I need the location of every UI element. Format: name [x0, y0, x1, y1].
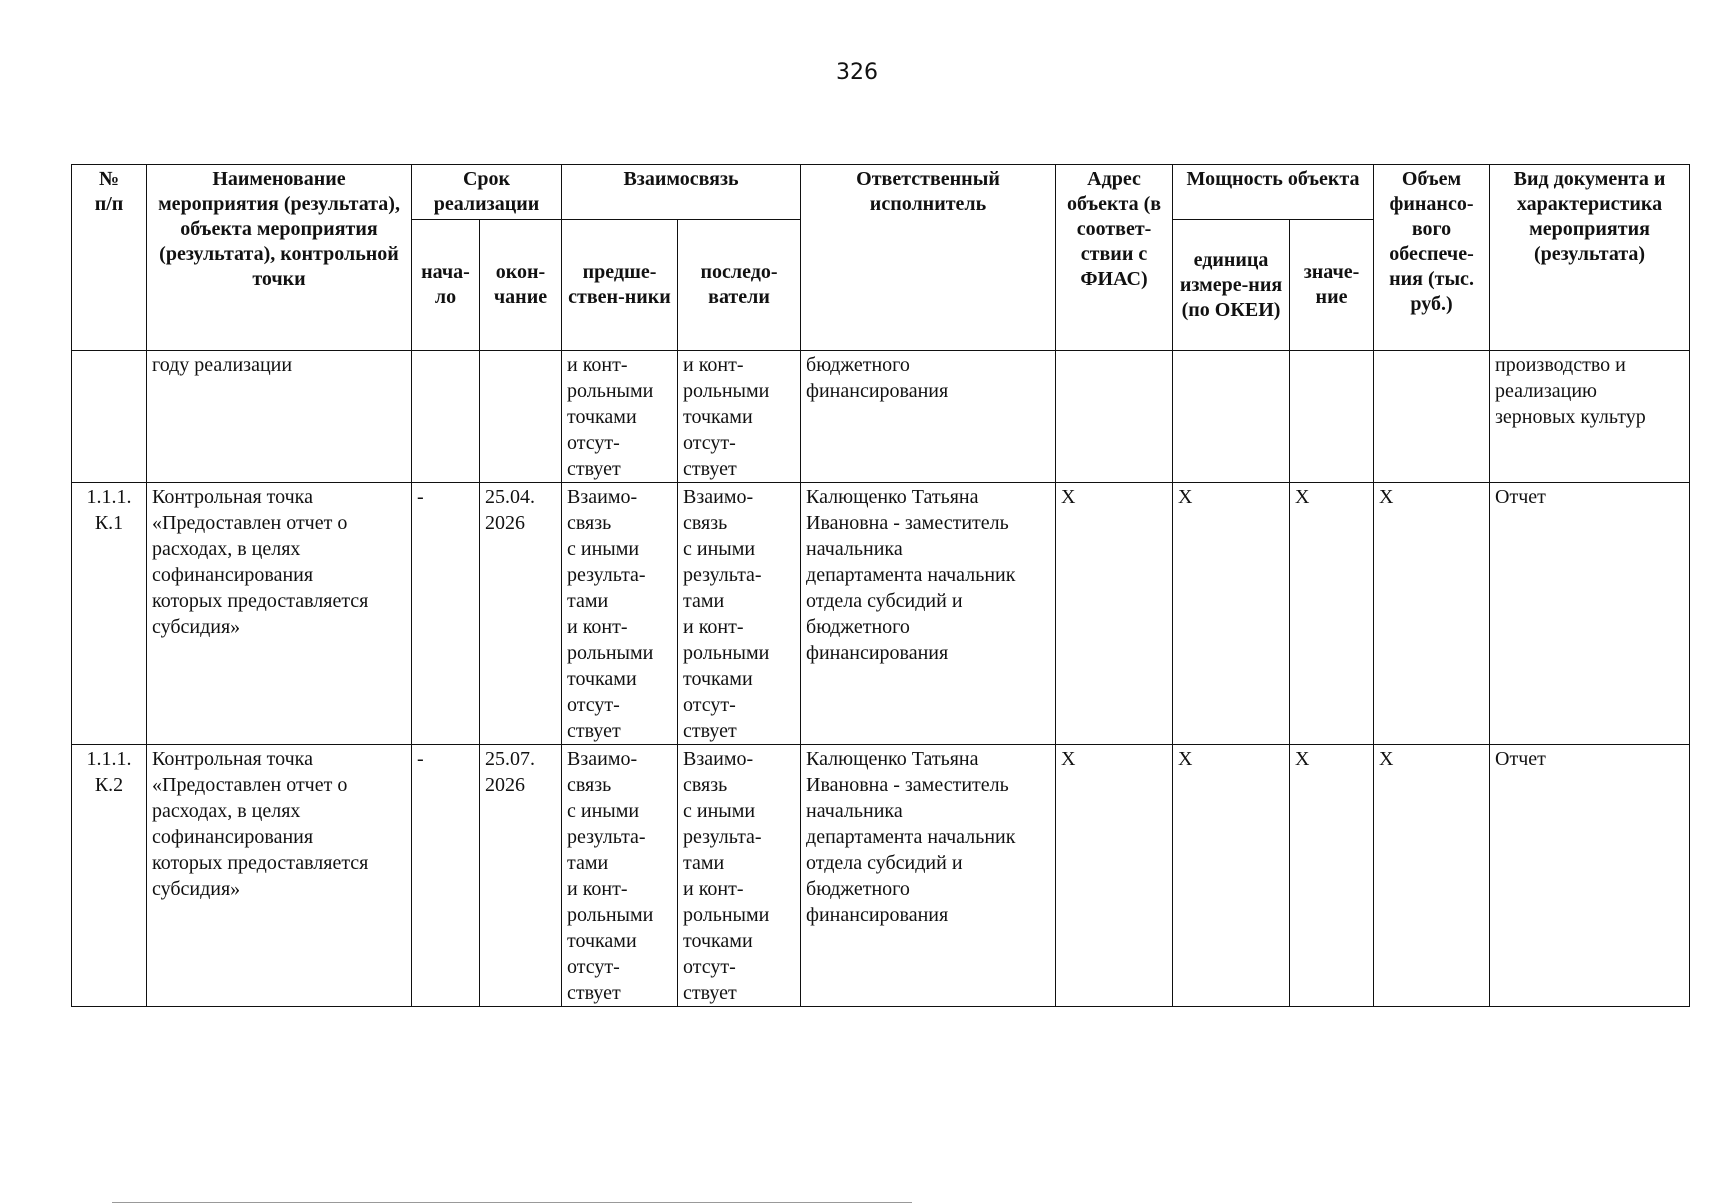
- header-address: Адрес объекта (в соответ-ствии с ФИАС): [1056, 165, 1173, 351]
- cell-name: Контрольная точка «Предоставлен отчет о расходах, в целях софинансирования которых предоставляется субсидия»: [147, 745, 412, 1007]
- cell-responsible: бюджетного финансирования: [801, 351, 1056, 483]
- cell-start: -: [412, 745, 480, 1007]
- cell-prev: и конт- рольными точками отсут- ствует: [562, 351, 678, 483]
- cell-start: -: [412, 483, 480, 745]
- cell-unit: [1173, 351, 1290, 483]
- cell-start: [412, 351, 480, 483]
- table-body: [72, 351, 1690, 1007]
- table-row: [72, 483, 1690, 745]
- cell-num: [72, 351, 147, 483]
- cell-value: X: [1290, 745, 1374, 1007]
- cell-end: 25.07. 2026: [480, 745, 562, 1007]
- header-doc-type: Вид документа и характеристика мероприятия (результата): [1490, 165, 1690, 351]
- header-relation: Взаимосвязь: [562, 165, 801, 220]
- cell-doc: производство и реализацию зерновых культур: [1490, 351, 1690, 483]
- cell-address: X: [1056, 483, 1173, 745]
- cell-prev: Взаимо- связь с иными результа- тами и конт- рольными точками отсут- ствует: [562, 483, 678, 745]
- cell-value: [1290, 351, 1374, 483]
- header-term-end: окон-чание: [480, 220, 562, 351]
- header-capacity-value: значе-ние: [1290, 220, 1374, 351]
- cell-address: [1056, 351, 1173, 483]
- cell-funding: X: [1374, 483, 1490, 745]
- table-header: [72, 165, 1690, 351]
- cell-prev: Взаимо- связь с иными результа- тами и конт- рольными точками отсут- ствует: [562, 745, 678, 1007]
- table-row: [72, 745, 1690, 1007]
- header-responsible: Ответственный исполнитель: [801, 165, 1056, 351]
- header-relation-next: последо-ватели: [678, 220, 801, 351]
- cell-responsible: Калющенко Татьяна Ивановна - заместитель начальника департамента начальник отдела субсидий и бюджетного финансирования: [801, 745, 1056, 1007]
- header-capacity: Мощность объекта: [1173, 165, 1374, 220]
- cell-num: 1.1.1. К.2: [72, 745, 147, 1007]
- cell-end: 25.04. 2026: [480, 483, 562, 745]
- header-name: Наименование мероприятия (результата), объекта мероприятия (результата), контрольной точки: [147, 165, 412, 351]
- plan-table: [71, 164, 1690, 1007]
- cell-value: X: [1290, 483, 1374, 745]
- cell-unit: X: [1173, 483, 1290, 745]
- cell-unit: X: [1173, 745, 1290, 1007]
- cell-next: Взаимо- связь с иными результа- тами и конт- рольными точками отсут- ствует: [678, 745, 801, 1007]
- header-term: Срок реализации: [412, 165, 562, 220]
- cell-funding: X: [1374, 745, 1490, 1007]
- table-row: [72, 351, 1690, 483]
- header-term-start: нача-ло: [412, 220, 480, 351]
- cell-responsible: Калющенко Татьяна Ивановна - заместитель начальника департамента начальник отдела субсидий и бюджетного финансирования: [801, 483, 1056, 745]
- cell-address: X: [1056, 745, 1173, 1007]
- cell-next: Взаимо- связь с иными результа- тами и конт- рольными точками отсут- ствует: [678, 483, 801, 745]
- cell-num: 1.1.1. К.1: [72, 483, 147, 745]
- cell-name: Контрольная точка «Предоставлен отчет о расходах, в целях софинансирования которых предоставляется субсидия»: [147, 483, 412, 745]
- cell-doc: Отчет: [1490, 483, 1690, 745]
- cell-next: и конт- рольными точками отсут- ствует: [678, 351, 801, 483]
- header-funding: Объем финансо-вого обеспече-ния (тыс. руб.): [1374, 165, 1490, 351]
- header-num: № п/п: [72, 165, 147, 351]
- page-number: 326: [836, 60, 878, 85]
- cell-end: [480, 351, 562, 483]
- cell-doc: Отчет: [1490, 745, 1690, 1007]
- header-relation-prev: предше-ствен-ники: [562, 220, 678, 351]
- cell-funding: [1374, 351, 1490, 483]
- header-capacity-unit: единица измере-ния (по ОКЕИ): [1173, 220, 1290, 351]
- cell-name: году реализации: [147, 351, 412, 483]
